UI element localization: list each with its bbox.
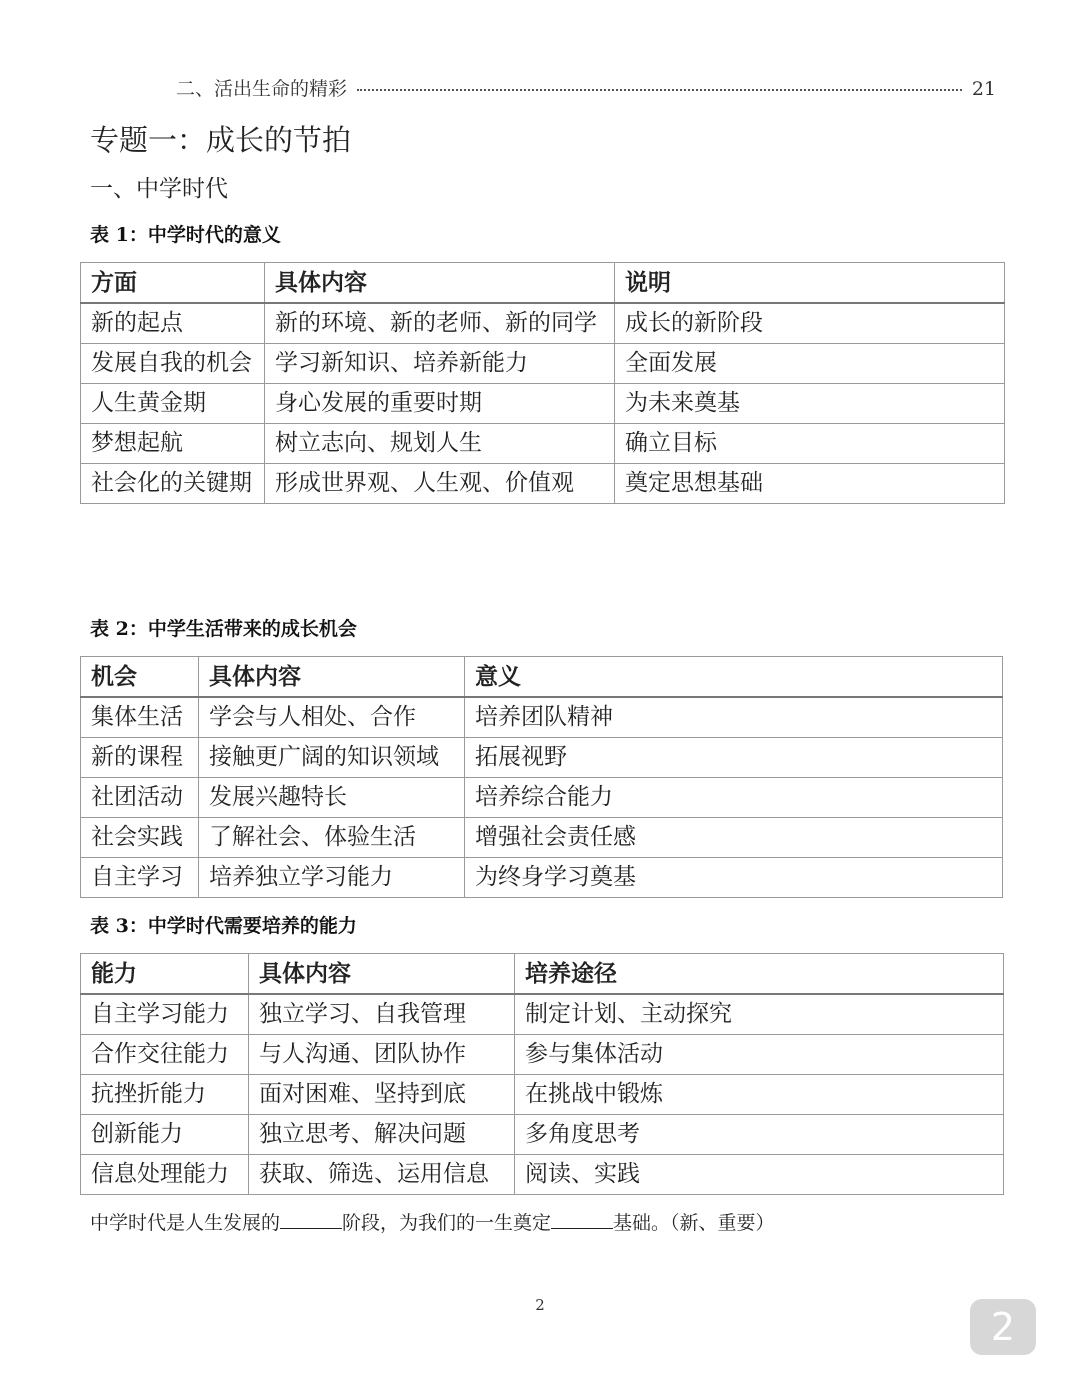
table-cell: 社会化的关键期: [81, 464, 265, 504]
table-header-row: [81, 263, 1005, 304]
table-cell: 独立学习、自我管理: [249, 994, 515, 1035]
table-cell: 新的环境、新的老师、新的同学: [265, 303, 615, 344]
column-header: 意义: [465, 657, 1003, 698]
column-header: 培养途径: [515, 954, 1004, 995]
table-row: [81, 818, 1003, 858]
table-cell: 身心发展的重要时期: [265, 384, 615, 424]
fill-blank-line-2[interactable]: [551, 1212, 613, 1229]
table-row: [81, 344, 1005, 384]
fill-blank-line-1[interactable]: [280, 1212, 342, 1229]
table-cell: 了解社会、体验生活: [199, 818, 465, 858]
table-row: [81, 738, 1003, 778]
table-2-caption: 表 2：中学生活带来的成长机会: [90, 618, 357, 640]
table-cell: 培养团队精神: [465, 697, 1003, 738]
toc-entry-title: 二、活出生命的精彩: [176, 78, 348, 100]
table-cell: 为未来奠基: [615, 384, 1005, 424]
section-title: 一、中学时代: [90, 176, 228, 202]
table-row: [81, 464, 1005, 504]
table-cell: 信息处理能力: [81, 1155, 249, 1195]
toc-dot-leader: [357, 89, 962, 91]
table-row: [81, 303, 1005, 344]
toc-entry-page: 21: [971, 78, 996, 100]
fill-in-blank-question: [90, 1208, 775, 1235]
table-row: [81, 697, 1003, 738]
table-cell: 形成世界观、人生观、价值观: [265, 464, 615, 504]
table-cell: 与人沟通、团队协作: [249, 1035, 515, 1075]
table-cell: 面对困难、坚持到底: [249, 1075, 515, 1115]
table-cell: 奠定思想基础: [615, 464, 1005, 504]
table-row: [81, 384, 1005, 424]
table-cell: 确立目标: [615, 424, 1005, 464]
table-cell: 人生黄金期: [81, 384, 265, 424]
fill-blank-text-2: 阶段，为我们的一生奠定: [342, 1212, 552, 1234]
table-cell: 参与集体活动: [515, 1035, 1004, 1075]
column-header: 具体内容: [199, 657, 465, 698]
table-cell: 创新能力: [81, 1115, 249, 1155]
table-cell: 为终身学习奠基: [465, 858, 1003, 898]
table-row: [81, 858, 1003, 898]
table-cell: 合作交往能力: [81, 1035, 249, 1075]
table-cell: 全面发展: [615, 344, 1005, 384]
column-header: 说明: [615, 263, 1005, 304]
table-cell: 培养独立学习能力: [199, 858, 465, 898]
table-cell: 成长的新阶段: [615, 303, 1005, 344]
table-row: [81, 1035, 1004, 1075]
table-cell: 抗挫折能力: [81, 1075, 249, 1115]
table-row: [81, 778, 1003, 818]
table-cell: 发展自我的机会: [81, 344, 265, 384]
table-cell: 社会实践: [81, 818, 199, 858]
table-cell: 树立志向、规划人生: [265, 424, 615, 464]
table-cell: 学会与人相处、合作: [199, 697, 465, 738]
page-number: 2: [535, 1296, 545, 1314]
table-cell: 独立思考、解决问题: [249, 1115, 515, 1155]
fill-blank-text-3: 基础。（新、重要）: [613, 1212, 775, 1234]
table-cell: 自主学习: [81, 858, 199, 898]
toc-entry: [176, 74, 996, 101]
table-1-caption: 表 1：中学时代的意义: [90, 224, 281, 246]
table-1: [80, 262, 1005, 504]
table-cell: 集体生活: [81, 697, 199, 738]
page-indicator-badge: 2: [970, 1299, 1036, 1355]
table-cell: 培养综合能力: [465, 778, 1003, 818]
column-header: 具体内容: [265, 263, 615, 304]
table-cell: 梦想起航: [81, 424, 265, 464]
table-cell: 学习新知识、培养新能力: [265, 344, 615, 384]
table-cell: 新的课程: [81, 738, 199, 778]
table-row: [81, 424, 1005, 464]
table-3: [80, 953, 1004, 1195]
table-cell: 接触更广阔的知识领域: [199, 738, 465, 778]
table-cell: 发展兴趣特长: [199, 778, 465, 818]
table-row: [81, 1075, 1004, 1115]
table-row: [81, 994, 1004, 1035]
column-header: 具体内容: [249, 954, 515, 995]
table-cell: 新的起点: [81, 303, 265, 344]
table-cell: 拓展视野: [465, 738, 1003, 778]
column-header: 方面: [81, 263, 265, 304]
table-row: [81, 1155, 1004, 1195]
table-3-caption: 表 3：中学时代需要培养的能力: [90, 915, 357, 937]
table-cell: 获取、筛选、运用信息: [249, 1155, 515, 1195]
table-header-row: [81, 657, 1003, 698]
table-cell: 制定计划、主动探究: [515, 994, 1004, 1035]
table-cell: 社团活动: [81, 778, 199, 818]
table-2: [80, 656, 1003, 898]
table-cell: 增强社会责任感: [465, 818, 1003, 858]
table-cell: 阅读、实践: [515, 1155, 1004, 1195]
table-cell: 多角度思考: [515, 1115, 1004, 1155]
table-cell: 自主学习能力: [81, 994, 249, 1035]
table-cell: 在挑战中锻炼: [515, 1075, 1004, 1115]
column-header: 能力: [81, 954, 249, 995]
topic-title: 专题一：成长的节拍: [90, 123, 352, 157]
table-row: [81, 1115, 1004, 1155]
table-header-row: [81, 954, 1004, 995]
fill-blank-text-1: 中学时代是人生发展的: [90, 1212, 281, 1234]
column-header: 机会: [81, 657, 199, 698]
